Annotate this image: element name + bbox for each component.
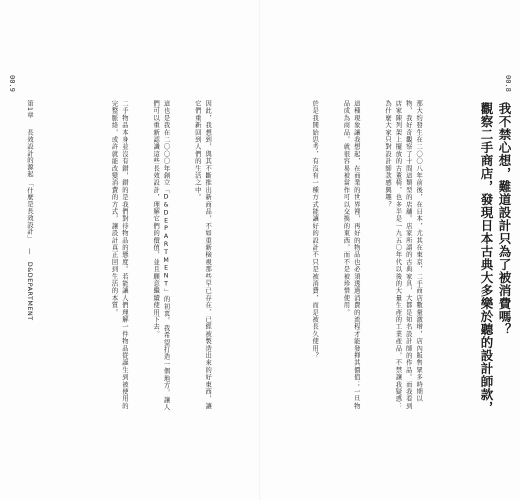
footer-section: 長效設計的源起 bbox=[26, 128, 34, 178]
paragraph: 那大約發生在二〇〇八年前後，在日本，尤其在東京，二手商店數量激增，店內販售眾多時期以物，我好奇觀察了十間這類型的店舖。店家所謂的古典家具，大都是知名設計師的作品。而我看到店家陳列架上擺放的古董椅，也多半是一九五〇年代以後的大量生產的工業產品，不禁讓我疑惑：為什麼大家只對設計師款感興趣？ bbox=[383, 100, 423, 410]
title-line-2: 我不禁心想，難道設計只為了被消費嗎？ bbox=[497, 102, 512, 336]
title-line-1: 觀察二手商店，發現日本古典大多樂於聽的設計師款， bbox=[479, 102, 494, 414]
paragraph: 二手物品本身並沒有錯，錯的是我們對待物品的態度。若能讓人們理解一件物品從誕生到被使用的完整脈絡，或許就能改變消費的方式，讓設計真正回到生活的本質。 bbox=[110, 100, 128, 410]
paragraph: 於是我開始思考，有沒有一種方式能讓好的設計不只是被消費，而是被長久使用？ bbox=[311, 100, 319, 360]
body-text-right bbox=[249, 100, 444, 412]
body-text-left bbox=[17, 100, 233, 412]
footer-brand: D&DEPARTMENT bbox=[26, 261, 34, 321]
footer-separator: — bbox=[26, 248, 34, 258]
page-number-left: 00.9 bbox=[8, 75, 16, 92]
footer-title-quote: 「什麼是長效設計」 bbox=[26, 179, 34, 242]
footer-chapter: 第1章 bbox=[26, 100, 34, 119]
page-number-right: 00.8 bbox=[504, 75, 512, 92]
paragraph: 這種現象讓我想起，在商業的世界裡，再好的物品也必須透過消費的流程才能發揮其價值；一旦物品成為商品，就很容易被當作可以交換的東西，而不是被珍惜使用。 bbox=[342, 100, 360, 410]
paragraph: 因此，我想到，與其不斷推出新商品，不如重新檢視那些早已存在、已經被製造出來的好東西，讓它們重新回到人們的生活之中。 bbox=[193, 100, 212, 410]
running-footer bbox=[26, 100, 35, 400]
paragraph: 這也是我在二〇〇〇年創立「D&DEPARTMENT」的初衷。我希望打造一個地方，讓人們可以重新認識這些長效設計，理解它們的價值，並且願意繼續使用下去。 bbox=[152, 100, 170, 411]
